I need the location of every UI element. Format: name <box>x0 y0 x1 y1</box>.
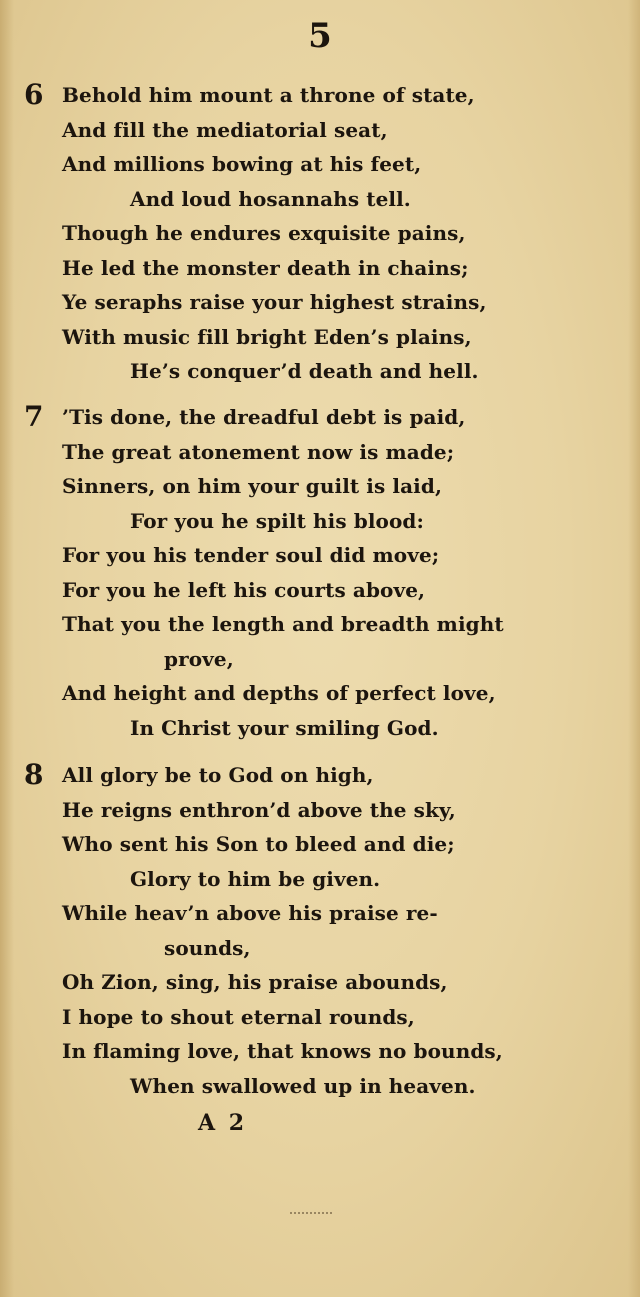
verse-line: And height and depths of perfect love, <box>62 681 496 705</box>
verse-line: Ye seraphs raise your highest strains, <box>62 290 487 314</box>
verse-line: Who sent his Son to bleed and die; <box>62 832 455 856</box>
verse-line: I hope to shout eternal rounds, <box>62 1004 415 1029</box>
stanza-6 <box>0 78 640 389</box>
verse-line: prove, <box>164 646 234 671</box>
verse-line: He’s conquer’d death and hell. <box>130 359 479 383</box>
verse-line: Behold him mount a throne of state, <box>62 83 475 107</box>
verse-line: When swallowed up in heaven. <box>130 1073 476 1098</box>
verse-line: For you he spilt his blood: <box>130 508 424 533</box>
page-number: 5 <box>308 16 332 56</box>
verse-line: Sinners, on him your guilt is laid, <box>62 474 443 498</box>
verse-line: He led the monster death in chains; <box>62 255 469 280</box>
stanza-7 <box>0 400 640 745</box>
verse-line: And millions bowing at his feet, <box>62 152 422 176</box>
verse-line: With music fill bright Eden’s plains, <box>62 324 472 349</box>
stanza-number: 6 <box>24 78 44 111</box>
verse-line: sounds, <box>164 935 251 960</box>
verse-line: In flaming love, that knows no bounds, <box>62 1039 503 1063</box>
verse-line: And fill the mediatorial seat, <box>62 117 388 142</box>
verse-line: And loud hosannahs tell. <box>130 186 411 211</box>
verse-line: Glory to him be given. <box>130 866 381 891</box>
verse-line: Though he endures exquisite pains, <box>62 221 466 245</box>
verse-line: While heav’n above his praise re- <box>62 901 438 925</box>
verse-line: In Christ your smiling God. <box>130 715 439 740</box>
verse-line: All glory be to God on high, <box>62 763 374 787</box>
verse-line: That you the length and breadth might <box>62 612 504 636</box>
stanza-number: 7 <box>24 400 44 433</box>
signature-mark: A 2 <box>198 1110 248 1136</box>
verse-line: ’Tis done, the dreadful debt is paid, <box>62 405 466 429</box>
verse-line: The great atonement now is made; <box>62 439 455 464</box>
stanza-8 <box>0 758 640 1103</box>
stanza-number: 8 <box>24 758 44 791</box>
verse-line: For you he left his courts above, <box>62 577 426 602</box>
verse-line: For you his tender soul did move; <box>62 543 440 567</box>
verse-line: Oh Zion, sing, his praise abounds, <box>62 970 448 994</box>
verse-line: He reigns enthron’d above the sky, <box>62 797 456 822</box>
decorative-ornament <box>290 1212 332 1217</box>
